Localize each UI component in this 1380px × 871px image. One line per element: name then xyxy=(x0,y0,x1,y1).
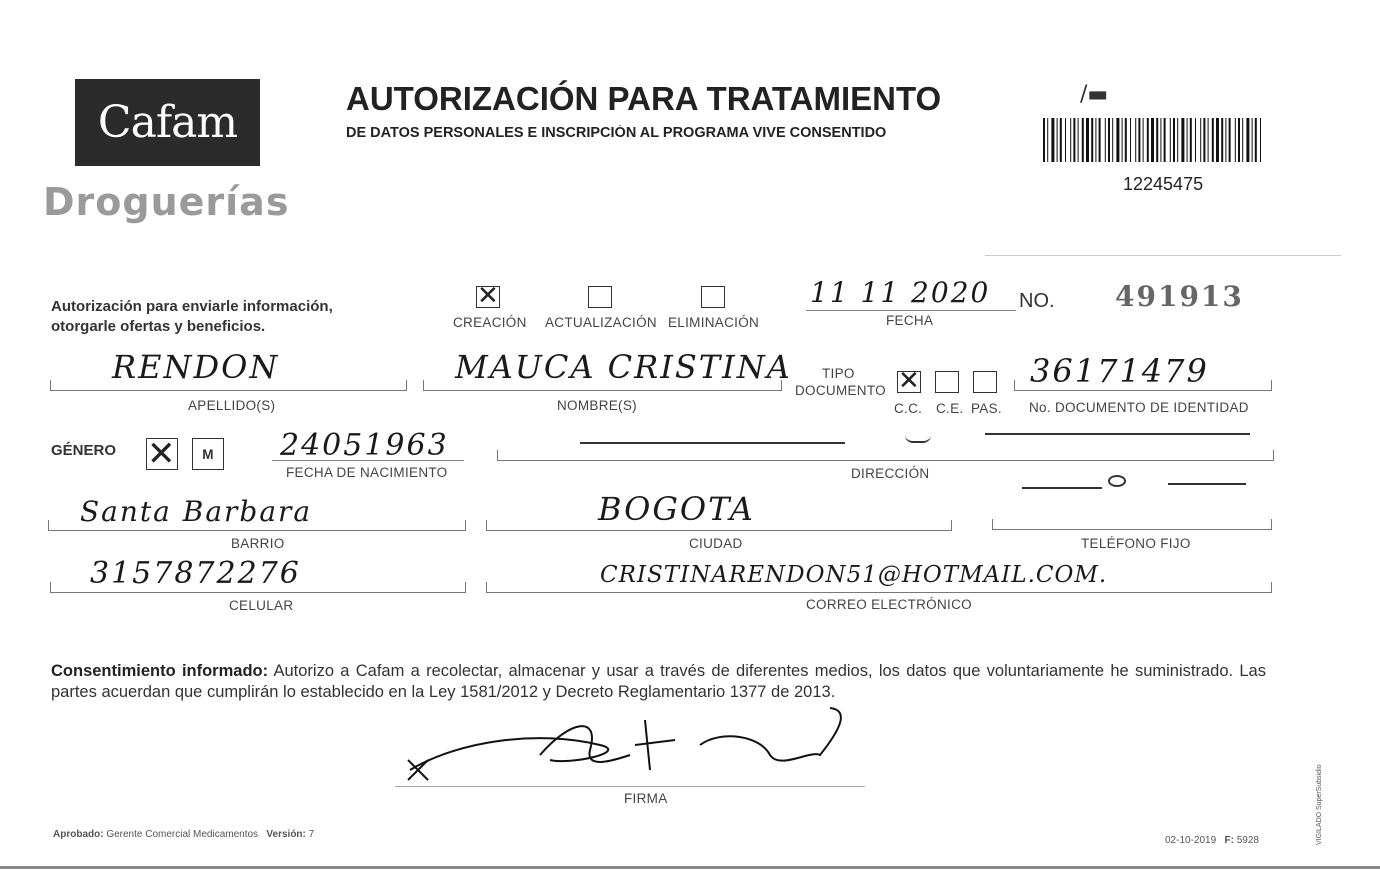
barcode-bar xyxy=(1235,118,1236,162)
correo-value[interactable]: CRISTINARENDON51@HOTMAIL.COM. xyxy=(600,562,1108,588)
barcode-bar xyxy=(1086,118,1089,162)
checkbox-ce[interactable] xyxy=(935,371,959,393)
barcode-bar xyxy=(1216,118,1219,162)
barcode-bar xyxy=(1051,118,1054,162)
genero-label: GÉNERO xyxy=(51,442,117,459)
barcode-number: 12245475 xyxy=(1123,174,1204,194)
cafam-logo xyxy=(75,79,260,166)
nombres-value[interactable]: MAUCA CRISTINA xyxy=(455,348,792,386)
barcode-bar xyxy=(1099,118,1101,162)
consent-text xyxy=(51,661,1266,703)
aprobado-label: Aprobado: xyxy=(53,829,104,840)
fecha-nacimiento-label: FECHA DE NACIMIENTO xyxy=(286,465,448,480)
correo-line xyxy=(486,582,1272,593)
celular-line xyxy=(50,582,466,593)
footer-date: 02-10-2019 xyxy=(1165,835,1217,846)
logo-subtitle: Droguerías xyxy=(43,180,290,224)
ciudad-value[interactable]: BOGOTA xyxy=(598,490,755,528)
vigilado-text: VIGILADO SuperSubsidio xyxy=(1316,764,1323,845)
checkbox-pas[interactable] xyxy=(973,371,997,393)
barcode-bar xyxy=(1195,118,1196,162)
apellidos-value[interactable]: RENDON xyxy=(112,348,280,386)
barcode-bar xyxy=(1073,118,1075,162)
footer-code xyxy=(1165,835,1259,846)
celular-value[interactable]: 3157872276 xyxy=(90,556,301,591)
barcode-bar xyxy=(1130,118,1131,162)
firma-label: FIRMA xyxy=(624,791,668,806)
genero-m-label: M xyxy=(202,447,214,462)
barcode-bar xyxy=(1212,118,1214,162)
code-label: F: xyxy=(1224,835,1234,846)
barcode-bar xyxy=(1125,118,1127,162)
label-actualizacion: ACTUALIZACIÓN xyxy=(545,315,657,330)
barcode-bar xyxy=(1156,118,1158,162)
check-x-icon: ✕ xyxy=(147,434,176,474)
checkbox-eliminacion[interactable] xyxy=(701,286,725,308)
folio-label: NO. xyxy=(1019,290,1055,312)
checkbox-genero-f[interactable] xyxy=(146,434,178,474)
fecha-line xyxy=(806,310,1016,311)
barcode-bar xyxy=(1105,118,1106,162)
apellidos-line xyxy=(50,380,407,391)
telefono-label: TELÉFONO FIJO xyxy=(1081,536,1191,551)
barcode-bar xyxy=(1147,118,1149,162)
checkbox-actualizacion[interactable] xyxy=(588,286,612,308)
barcode-bar xyxy=(1116,118,1119,162)
fecha-label: FECHA xyxy=(886,313,934,328)
barcode xyxy=(1043,118,1268,162)
barcode-bar xyxy=(1246,118,1249,162)
label-eliminacion: ELIMINACIÓN xyxy=(668,315,760,330)
barcode-bar xyxy=(1177,118,1178,162)
checkbox-creacion[interactable] xyxy=(476,281,500,311)
barcode-bar xyxy=(1095,118,1096,162)
barcode-bar xyxy=(1138,118,1140,162)
direccion-scribble-2 xyxy=(985,433,1250,435)
barcode-bar xyxy=(1160,118,1161,162)
label-cc: C.C. xyxy=(894,401,923,416)
barcode-bar xyxy=(1065,118,1066,162)
barcode-bar xyxy=(1242,118,1243,162)
barcode-bar xyxy=(1238,118,1240,162)
barcode-bar xyxy=(1112,118,1113,162)
footer-approval xyxy=(53,829,314,840)
bottom-edge xyxy=(0,866,1380,869)
fecha-nacimiento-value[interactable]: 24051963 xyxy=(280,428,449,463)
barcode-bar xyxy=(1078,118,1079,162)
barcode-bar xyxy=(1060,118,1062,162)
direccion-label: DIRECCIÓN xyxy=(851,466,930,481)
consent-body: Autorizo a Cafam a recolectar, almacenar y usar a través de diferentes medios, los datos que voluntariamente he suministrado. Las partes acuerdan que cumplirán lo establecido en la Ley 1581/2012 y Decreto Reglamentario 1377 de 2013. xyxy=(51,662,1266,701)
barcode-bar xyxy=(1122,118,1123,162)
celular-label: CELULAR xyxy=(229,598,294,613)
fecha-nacimiento-line xyxy=(272,460,464,461)
direccion-mark xyxy=(905,435,931,443)
barcode-bar xyxy=(1225,118,1226,162)
barrio-line xyxy=(48,520,466,531)
numero-documento-label: No. DOCUMENTO DE IDENTIDAD xyxy=(1029,400,1249,415)
version-label: Versión: xyxy=(266,829,306,840)
intro-line-2: otorgarle ofertas y beneficios. xyxy=(51,318,266,335)
label-ce: C.E. xyxy=(936,401,964,416)
telefono-line[interactable] xyxy=(992,519,1272,530)
checkbox-cc[interactable] xyxy=(897,366,921,396)
correo-label: CORREO ELECTRÓNICO xyxy=(806,597,972,612)
barcode-bar xyxy=(1151,118,1154,162)
nombres-line xyxy=(423,380,782,391)
barcode-bar xyxy=(1143,118,1144,162)
barcode-bar xyxy=(1135,118,1136,162)
direccion-line[interactable] xyxy=(497,450,1274,461)
version-value: 7 xyxy=(308,829,315,840)
consent-title: Consentimiento informado: xyxy=(51,662,269,680)
barcode-bar xyxy=(1221,118,1223,162)
corner-mark: /▬ xyxy=(1080,82,1109,107)
barcode-bar xyxy=(1203,118,1205,162)
folio-number: 491913 xyxy=(1115,280,1244,313)
checkbox-genero-m[interactable] xyxy=(192,438,224,470)
code-value: 5928 xyxy=(1236,835,1259,846)
barcode-bar xyxy=(1200,118,1201,162)
label-pas: PAS. xyxy=(971,401,1002,416)
apellidos-label: APELLIDO(S) xyxy=(188,398,276,413)
nombres-label: NOMBRE(S) xyxy=(557,398,637,413)
tipo-doc-label-2: DOCUMENTO xyxy=(795,383,886,398)
barcode-bar xyxy=(1208,118,1209,162)
barcode-bar xyxy=(1047,118,1048,162)
telefono-scribble-2 xyxy=(1168,483,1246,485)
barcode-bar xyxy=(1181,118,1184,162)
barrio-value[interactable]: Santa Barbara xyxy=(80,495,313,528)
aprobado-value: Gerente Comercial Medicamentos xyxy=(106,829,259,840)
ciudad-line xyxy=(486,520,952,531)
barcode-bar xyxy=(1252,118,1253,162)
form-title: AUTORIZACIÓN PARA TRATAMIENTO xyxy=(346,80,942,117)
telefono-scribble xyxy=(1022,487,1102,489)
barcode-bar xyxy=(1255,118,1257,162)
intro-line-1: Autorización para enviarle información, xyxy=(51,298,333,315)
numero-documento-line xyxy=(1014,380,1272,391)
tipo-doc-label-1: TIPO xyxy=(822,366,855,381)
barcode-bar xyxy=(1070,118,1071,162)
firma-line xyxy=(395,786,865,787)
signature-image[interactable] xyxy=(400,700,870,790)
barcode-bar xyxy=(1043,118,1045,162)
barcode-bar xyxy=(1260,118,1261,162)
form-subtitle: DE DATOS PERSONALES E INSCRIPCIÓN AL PROGRAMA VIVE CONSENTIDO xyxy=(346,125,887,141)
barcode-bar xyxy=(1057,118,1058,162)
fecha-value[interactable]: 11 11 2020 xyxy=(810,276,991,309)
check-x-icon: ✕ xyxy=(477,281,499,311)
barcode-bar xyxy=(1091,118,1093,162)
barcode-bar xyxy=(1190,118,1192,162)
direccion-scribble xyxy=(580,442,845,444)
barcode-bar xyxy=(1164,118,1166,162)
divider xyxy=(985,255,1341,256)
barcode-bar xyxy=(1173,118,1175,162)
check-x-icon: ✕ xyxy=(898,366,920,396)
barrio-label: BARRIO xyxy=(231,536,285,551)
ciudad-label: CIUDAD xyxy=(689,536,743,551)
logo-text: Cafam xyxy=(97,97,238,148)
telefono-mark xyxy=(1108,475,1126,487)
numero-documento-value[interactable]: 36171479 xyxy=(1030,352,1209,390)
barcode-bar xyxy=(1229,118,1231,162)
barcode-bar xyxy=(1187,118,1188,162)
barcode-bar xyxy=(1108,118,1110,162)
barcode-bar xyxy=(1082,118,1084,162)
barcode-bar xyxy=(1170,118,1171,162)
label-creacion: CREACIÓN xyxy=(453,315,527,330)
